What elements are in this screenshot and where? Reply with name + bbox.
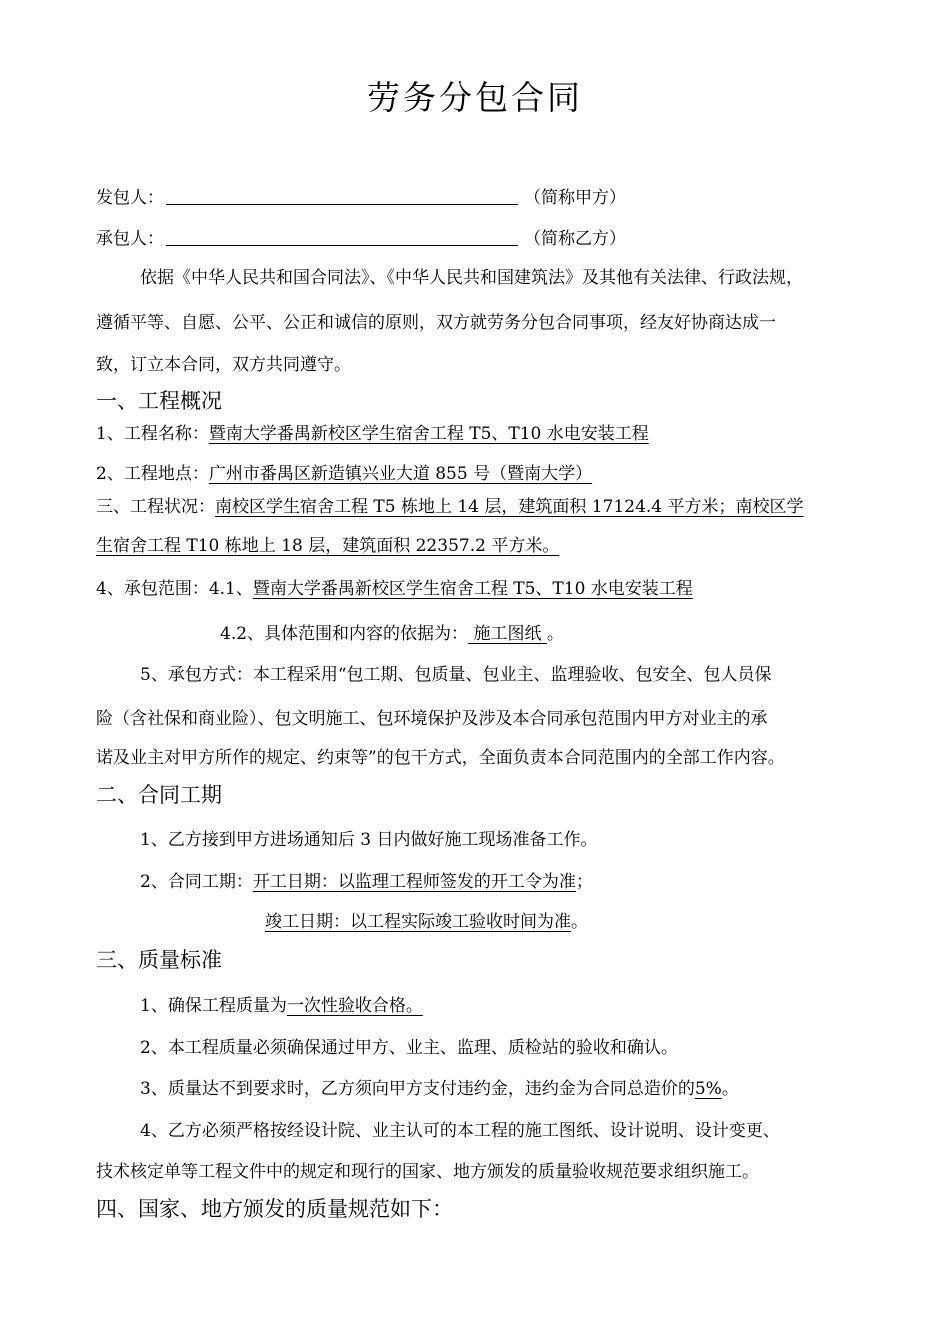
period-item-2 xyxy=(140,870,593,894)
intro-line-3: 致，订立本合同，双方共同遵守。 xyxy=(96,355,351,375)
section-1-heading: 一、工程概况 xyxy=(96,389,222,413)
contractor-label: 发包人： xyxy=(96,188,164,208)
project-status-value-2: 生宿舍工程 T10 栋地上 18 层，建筑面积 22357.2 平方米。 xyxy=(96,536,560,556)
project-name-label: 1、工程名称： xyxy=(96,424,209,444)
contractor-line xyxy=(96,186,626,210)
scope2-value: 施工图纸 xyxy=(468,624,547,644)
finish-date-value: 竣工日期：以工程实际竣工验收时间为准 xyxy=(265,912,571,932)
quality-item-1-value: 一次性验收合格。 xyxy=(286,996,423,1016)
project-status-line-1 xyxy=(96,495,804,519)
intro-line-1: 依据《中华人民共和国合同法》、《中华人民共和国建筑法》及其他有关法律、行政法规， xyxy=(140,268,803,288)
quality-item-4-line-2: 技术核定单等工程文件中的规定和现行的国家、地方颁发的质量验收规范要求组织施工。 xyxy=(96,1162,759,1182)
page-title: 劳务分包合同 xyxy=(367,78,583,117)
subcontractor-note: （简称乙方） xyxy=(524,229,626,249)
quality-item-3-label: 3、质量达不到要求时，乙方须向甲方支付违约金，违约金为合同总造价的 xyxy=(140,1079,695,1099)
contract-mode-line-3: 诺及业主对甲方所作的规定、约束等”的包干方式，全面负责本合同范围内的全部工作内容。 xyxy=(96,748,785,768)
start-date-value: 开工日期：以监理工程师签发的开工令为准 xyxy=(252,872,576,892)
section-4-heading: 四、国家、地方颁发的质量规范如下： xyxy=(96,1197,453,1221)
scope-line-2 xyxy=(220,622,564,646)
contract-mode-line-2: 险（含社保和商业险）、包文明施工、包环境保护及涉及本合同承包范围内甲方对业主的承 xyxy=(96,709,768,729)
finish-date-line xyxy=(265,910,588,934)
contractor-blank xyxy=(166,186,518,205)
project-location-value: 广州市番禺区新造镇兴业大道 855 号（暨南大学） xyxy=(208,464,593,484)
contractor-note: （简称甲方） xyxy=(524,188,626,208)
scope2-label: 4.2、具体范围和内容的依据为： xyxy=(220,624,469,644)
contract-mode-line-1: 5、承包方式：本工程采用“包工期、包质量、包业主、监理验收、包安全、包人员保 xyxy=(140,665,772,685)
scope-label: 4、承包范围：4.1、 xyxy=(96,579,253,599)
scope-line-1 xyxy=(96,577,693,601)
period-item-2-label: 2、合同工期： xyxy=(140,872,253,892)
scope-value: 暨南大学番禺新校区学生宿舍工程 T5、T10 水电安装工程 xyxy=(252,579,693,599)
project-location-line xyxy=(96,462,592,486)
section-3-heading: 三、质量标准 xyxy=(96,948,222,972)
project-status-value-1: 南校区学生宿舍工程 T5 栋地上 14 层，建筑面积 17124.4 平方米；南校区学 xyxy=(215,497,804,517)
subcontractor-label: 承包人： xyxy=(96,229,164,249)
subcontractor-blank xyxy=(166,227,518,246)
quality-item-4-line-1: 4、乙方必须严格按经设计院、业主认可的本工程的施工图纸、设计说明、设计变更、 xyxy=(140,1121,780,1141)
project-name-value: 暨南大学番禺新校区学生宿舍工程 T5、T10 水电安装工程 xyxy=(208,424,649,444)
project-name-line xyxy=(96,422,649,446)
quality-item-3 xyxy=(140,1077,739,1101)
subcontractor-line xyxy=(96,227,626,251)
penalty-rate: 5% xyxy=(694,1079,722,1099)
section-2-heading: 二、合同工期 xyxy=(96,783,222,807)
project-status-label: 三、工程状况： xyxy=(96,497,215,517)
finish-date-end: 。 xyxy=(571,912,588,932)
project-location-label: 2、工程地点： xyxy=(96,464,209,484)
period-item-1: 1、乙方接到甲方进场通知后 3 日内做好施工现场准备工作。 xyxy=(140,830,598,850)
quality-item-1 xyxy=(140,994,423,1018)
quality-item-3-end: 。 xyxy=(721,1079,739,1099)
quality-item-1-label: 1、确保工程质量为 xyxy=(140,996,287,1016)
intro-line-2: 遵循平等、自愿、公平、公正和诚信的原则，双方就劳务分包合同事项，经友好协商达成一 xyxy=(96,313,776,333)
project-status-line-2 xyxy=(96,534,559,558)
scope2-end: 。 xyxy=(546,624,564,644)
start-date-end: ； xyxy=(575,872,593,892)
quality-item-2: 2、本工程质量必须确保通过甲方、业主、监理、质检站的验收和确认。 xyxy=(140,1038,678,1058)
